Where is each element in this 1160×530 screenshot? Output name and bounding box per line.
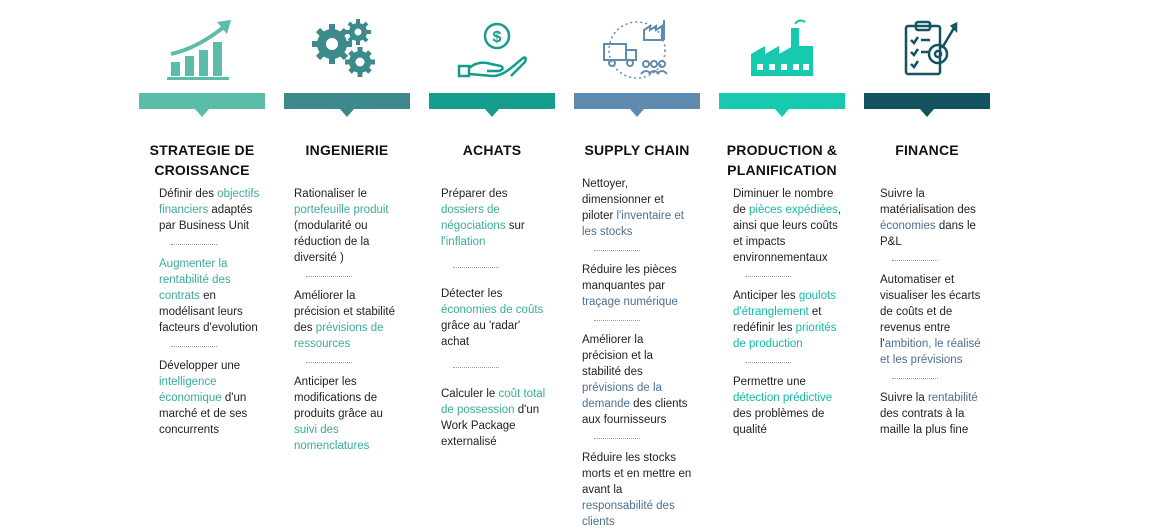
column-title: FINANCE <box>895 142 959 158</box>
finance-clipboard-icon <box>864 14 990 84</box>
list-item: Permettre une détection prédictive des problèmes de qualité <box>733 376 833 436</box>
factory-icon <box>719 14 845 84</box>
growth-chart-icon <box>139 14 265 84</box>
column-title: INGENIERIE <box>305 142 389 158</box>
list-item: Développer une intelligence économique d'un marché et de ses concurrents <box>159 360 248 436</box>
list-item: Suivre la matérialisation des économies dans le P&L <box>880 188 976 248</box>
list-item: Détecter les économies de coûts grâce au 'radar' achat <box>441 288 544 348</box>
list-item: Réduire les pièces manquantes par traçage numérique <box>582 264 678 308</box>
item-list <box>582 176 692 530</box>
column-title: STRATEGIE DE CROISSANCE <box>149 142 255 178</box>
category-bar <box>864 93 990 109</box>
item-list <box>441 186 551 450</box>
list-item: Diminuer le nombre de pièces expédiées, ainsi que leurs coûts et impacts environnementaux <box>733 188 842 264</box>
list-item: Préparer des dossiers de négociations sur l'inflation <box>441 188 525 248</box>
column-title: PRODUCTION & PLANIFICATION <box>726 142 838 178</box>
column-title: ACHATS <box>462 142 522 158</box>
list-item: Automatiser et visualiser les écarts de coûts et de revenus entre l'ambition, le réalisé et les prévisions <box>880 274 981 366</box>
item-list <box>880 186 990 438</box>
column-title: SUPPLY CHAIN <box>584 142 690 158</box>
item-list <box>733 186 843 438</box>
list-item: Anticiper les goulots d'étranglement et redéfinir les priorités de production <box>733 290 837 350</box>
list-item: Augmenter la rentabilité des contrats en modélisant leurs facteurs d'evolution <box>159 258 258 334</box>
list-item: Anticiper les modifications de produits grâce au suivi des nomenclatures <box>294 376 383 452</box>
list-item: Définir des objectifs financiers adaptés par Business Unit <box>159 188 260 232</box>
category-bar <box>719 93 845 109</box>
hand-money-icon <box>429 14 555 84</box>
list-item: Améliorer la précision et la stabilité des prévisions de la demande des clients aux fournisseurs <box>582 334 688 426</box>
item-list <box>294 186 404 454</box>
category-bar <box>139 93 265 109</box>
list-item: Suivre la rentabilité des contrats à la maille la plus fine <box>880 392 978 436</box>
supply-chain-icon <box>574 14 700 84</box>
list-item: Calculer le coût total de possession d'un Work Package externalisé <box>441 388 546 448</box>
list-item: Rationaliser le portefeuille produit (modularité ou réduction de la diversité ) <box>294 188 389 264</box>
gears-icon <box>284 14 410 84</box>
category-bar <box>574 93 700 109</box>
list-item: Nettoyer, dimensionner et piloter l'inventaire et les stocks <box>582 178 684 238</box>
category-bar <box>284 93 410 109</box>
category-bar <box>429 93 555 109</box>
list-item: Réduire les stocks morts et en mettre en avant la responsabilité des clients <box>582 452 692 528</box>
item-list <box>159 186 269 438</box>
svg-text:$: $ <box>492 29 502 46</box>
list-item: Améliorer la précision et stabilité des prévisions de ressources <box>294 290 395 350</box>
